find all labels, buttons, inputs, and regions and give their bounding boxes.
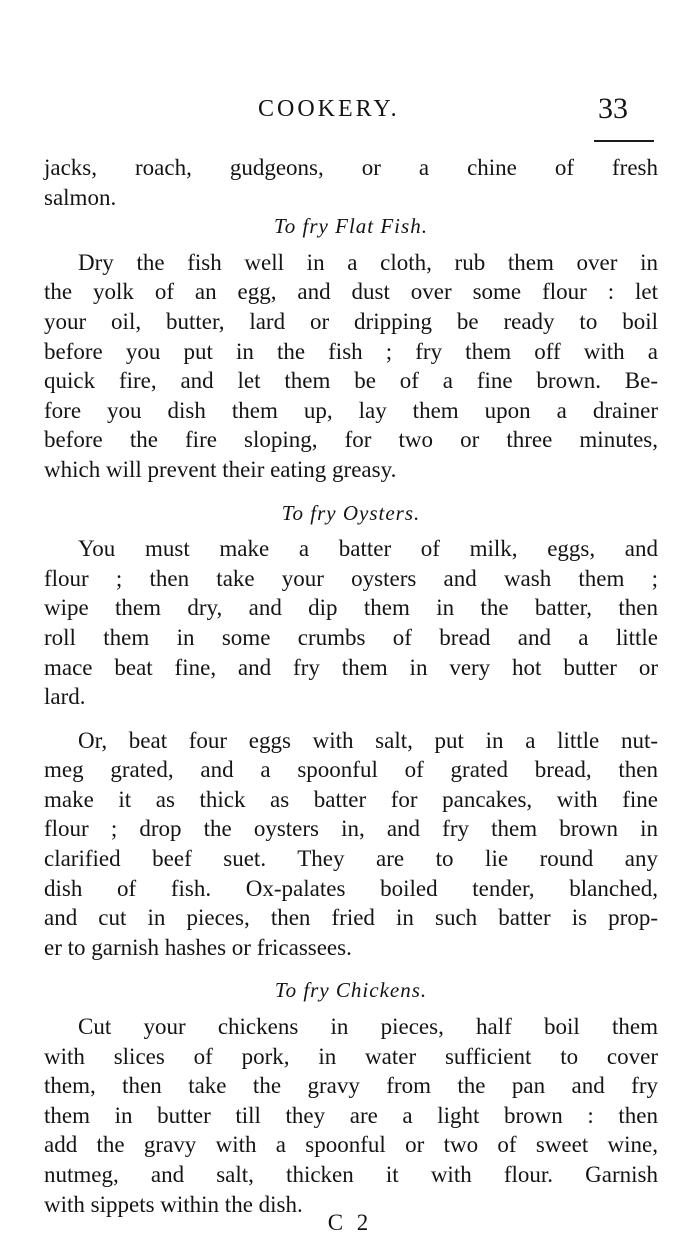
page-number: 33 [598,92,628,125]
text-line: wipe them dry, and dip them in the batter, then [44,595,658,621]
text-line: quick fire, and let them be of a fine brown. Be- [44,368,658,394]
text-line: which will prevent their eating greasy. [44,456,397,482]
text-line: er to garnish hashes or fricassees. [44,934,352,960]
text-line: your oil, butter, lard or dripping be ready to boil [44,308,658,334]
signature-mark: C 2 [327,1210,373,1235]
text-line: roll them in some crumbs of bread and a little [44,624,658,650]
text-line: salmon. [44,184,117,210]
recipe-oysters-alternative [44,726,658,963]
recipe-heading-flat-fish: To fry Flat Fish. [274,214,428,239]
text-line: lard. [44,684,86,710]
text-line: with sippets within the dish. [44,1191,303,1217]
text-line: them, then take the gravy from the pan and fry [44,1073,658,1099]
running-head: COOKERY. [258,96,400,122]
text-line: Dry the fish well in a cloth, rub them over in [78,249,658,275]
text-line: clarified beef suet. They are to lie round any [44,846,658,872]
body-text [44,153,658,1219]
text-line: Or, beat four eggs with salt, put in a little nut- [78,727,658,753]
text-line: with slices of pork, in water sufficient to cover [44,1043,658,1069]
text-line: meg grated, and a spoonful of grated bread, then [44,757,658,783]
text-line: before you put in the fish ; fry them off with a [44,338,658,364]
text-line: jacks, roach, gudgeons, or a chine of fresh [44,155,658,180]
text-line: flour ; then take your oysters and wash them ; [44,565,658,591]
text-line: flour ; drop the oysters in, and fry them brown in [44,816,658,842]
text-line: them in butter till they are a light brown : then [44,1102,658,1128]
text-line: You must make a batter of milk, eggs, and [78,536,658,562]
text-line: mace beat fine, and fry them in very hot butter or [44,654,658,680]
recipe-heading-chickens: To fry Chickens. [274,978,428,1003]
text-line: the yolk of an egg, and dust over some flour : let [44,279,658,305]
text-line: before the fire sloping, for two or three minutes, [44,427,658,453]
page-number-rule [594,140,654,142]
text-line: fore you dish them up, lay them upon a drainer [44,397,658,423]
text-line: Cut your chickens in pieces, half boil them [78,1014,658,1040]
text-line: dish of fish. Ox-palates boiled tender, blanched, [44,875,658,901]
recipe-oysters [44,534,658,962]
recipe-chickens [44,1012,658,1219]
recipe-flat-fish [44,248,658,485]
text-line: nutmeg, and salt, thicken it with flour. Garnish [44,1162,658,1187]
recipe-heading-oysters: To fry Oysters. [281,500,421,525]
text-line: and cut in pieces, then fried in such batter is prop- [44,905,658,931]
page-header [0,92,700,132]
text-line: add the gravy with a spoonful or two of sweet wine, [44,1132,658,1158]
text-line: make it as thick as batter for pancakes, with fine [44,786,658,812]
